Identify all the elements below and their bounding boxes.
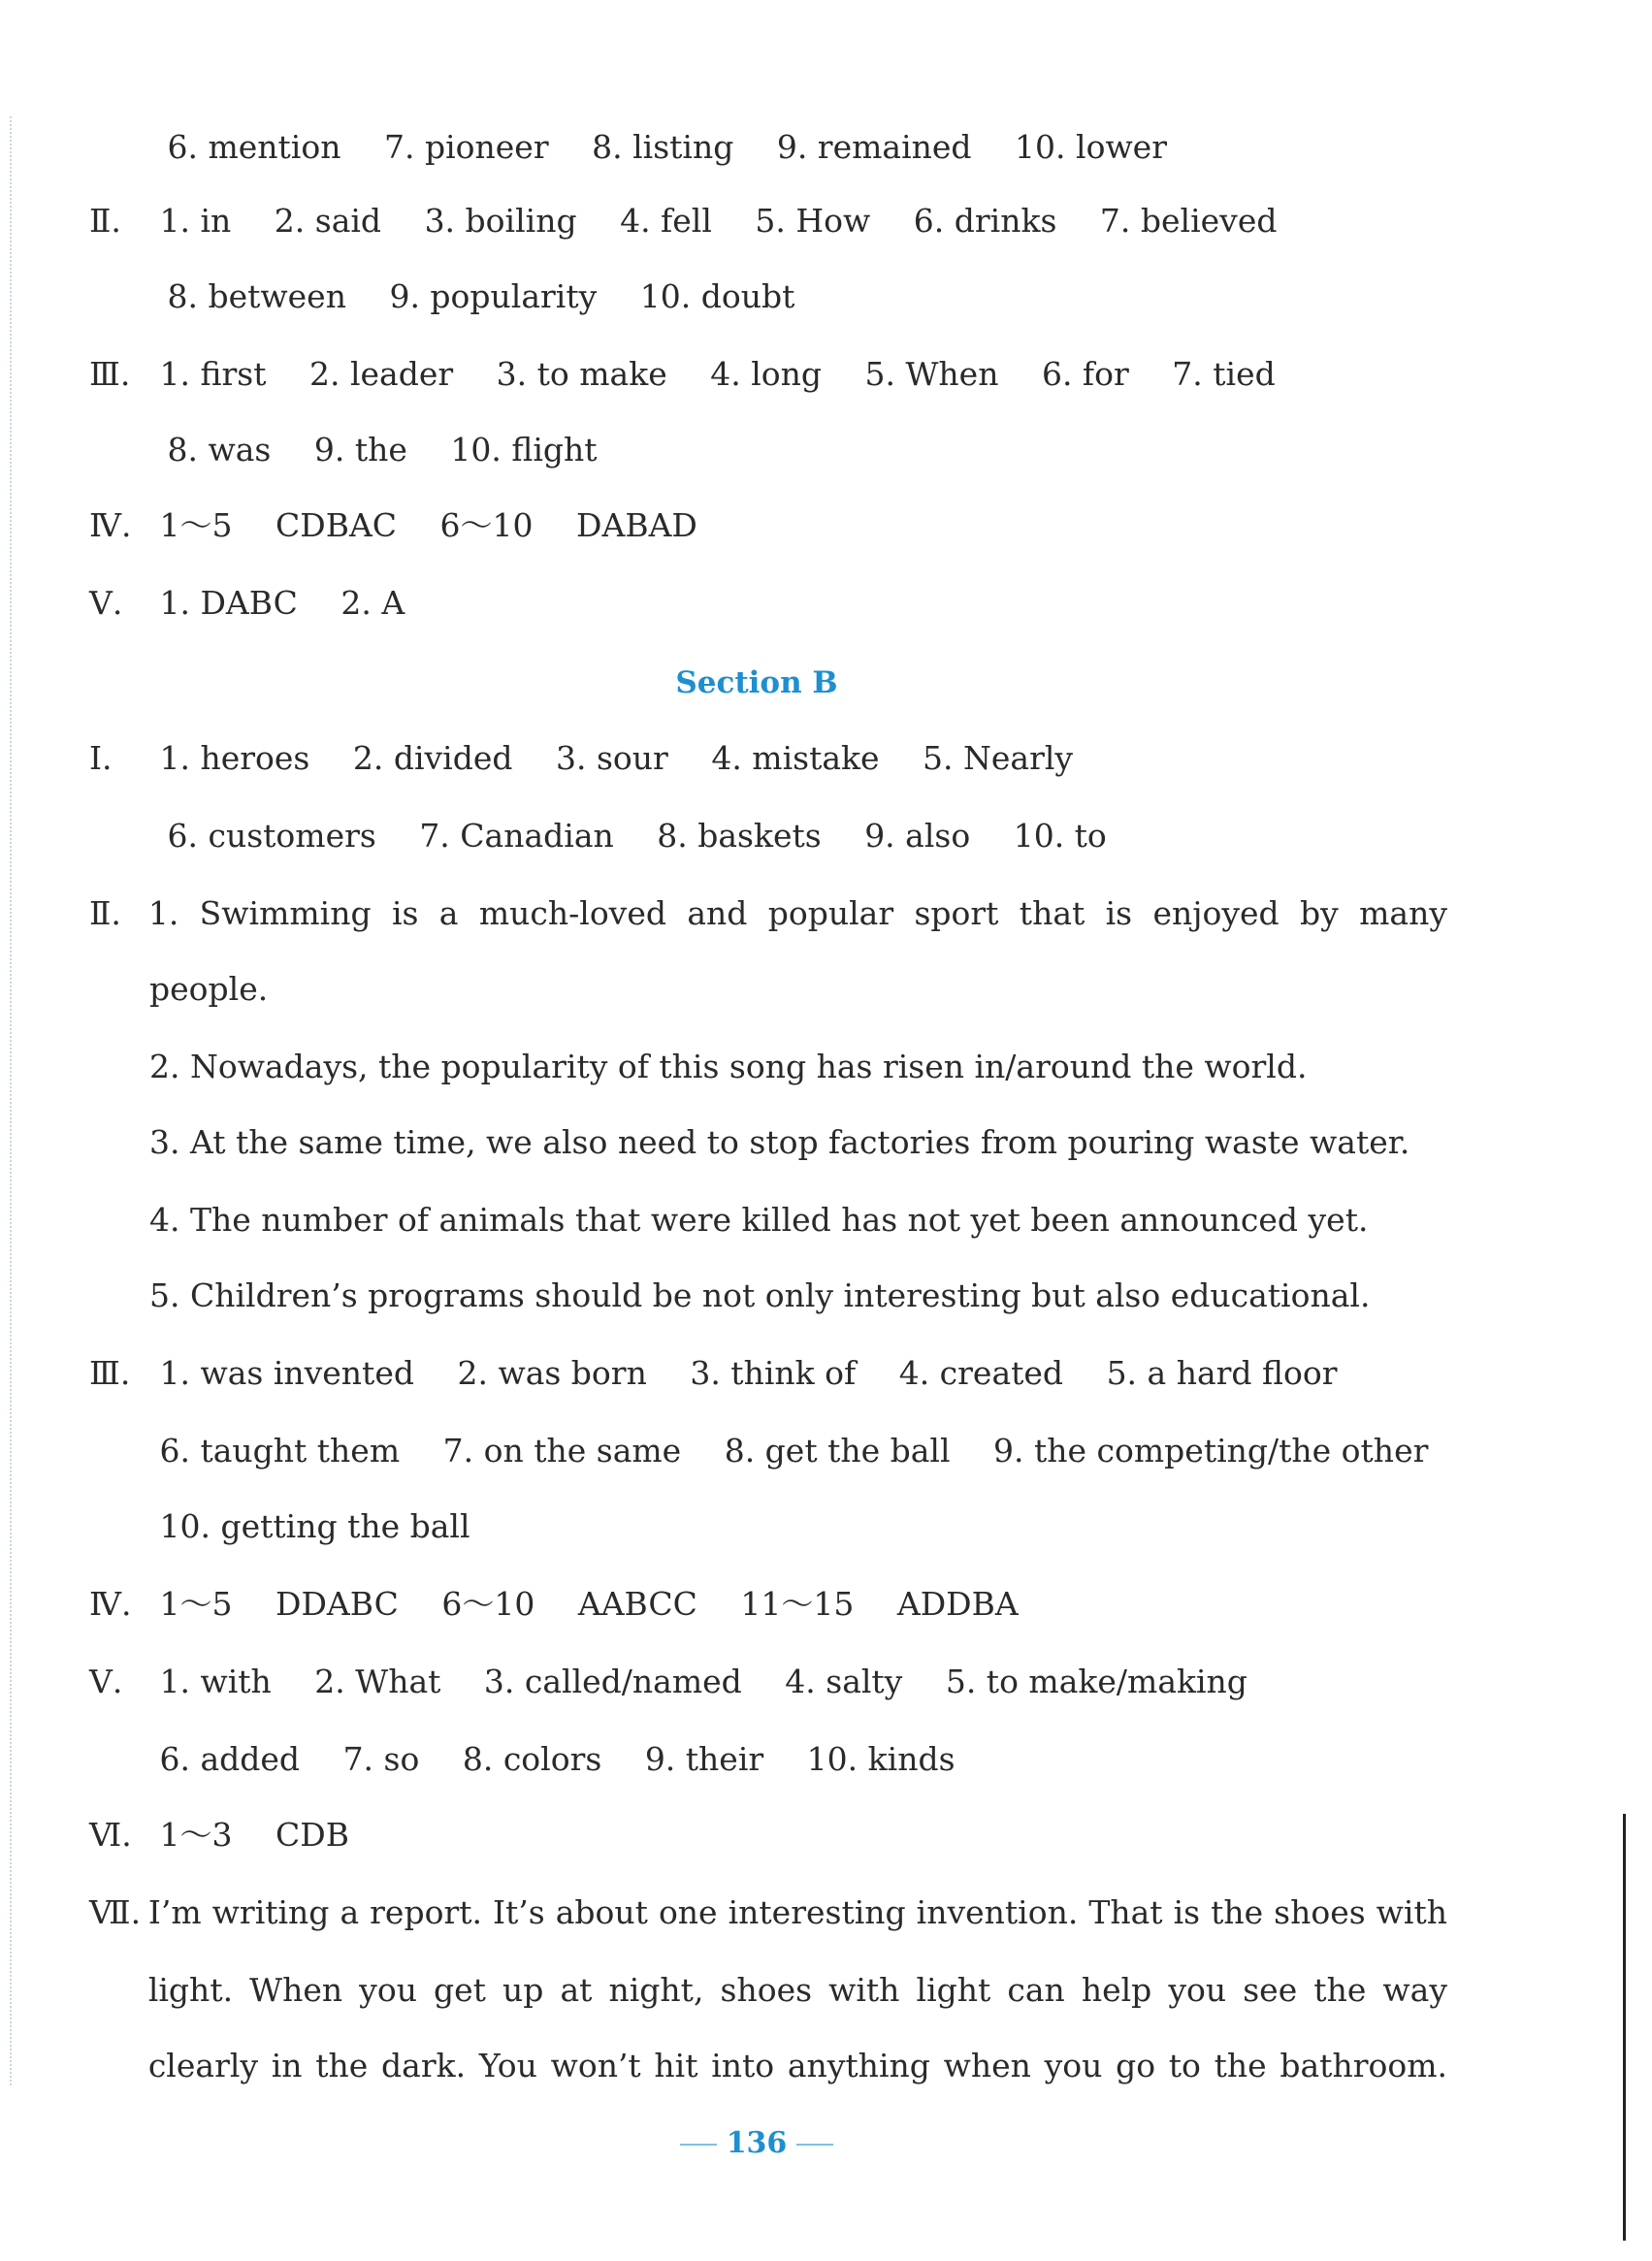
answer-item: 2. leader — [308, 355, 454, 393]
sb-ii-sentence-2 — [89, 1038, 1447, 1096]
roman-numeral-label: Ⅰ. — [89, 739, 113, 777]
answer-item: 5. a hard floor — [1106, 1354, 1338, 1392]
page-number — [0, 2124, 1513, 2163]
translation-sentence: 4. The number of animals that were killed has not yet been announced yet. — [149, 1201, 1369, 1239]
answer-item: 5. How — [755, 202, 871, 240]
answer-item: 1. DABC — [159, 584, 298, 622]
answer-item: 2. was born — [457, 1354, 647, 1392]
answer-item: 6. drinks — [913, 202, 1057, 240]
answer-item: 9. remained — [776, 128, 972, 166]
sb-i-line-1 — [89, 729, 1447, 788]
sb-ii-sentence-1a — [89, 885, 1447, 943]
answer-item: 8. baskets — [657, 817, 822, 855]
answer-item: 8. get the ball — [724, 1432, 951, 1470]
top-iii-line-2 — [89, 421, 1447, 479]
sb-ii-sentence-1b — [89, 960, 1447, 1018]
translation-sentence: 2. Nowadays, the popularity of this song has risen in/around the world. — [149, 1048, 1308, 1085]
answer-item: 6. for — [1041, 355, 1129, 393]
sb-v-line-1 — [89, 1653, 1447, 1711]
answer-item: 5. When — [864, 355, 999, 393]
answer-range: 1～3 — [159, 1816, 233, 1854]
top-v-line — [89, 574, 1447, 632]
sb-ii-sentence-3 — [89, 1114, 1447, 1172]
answer-item: 10. doubt — [639, 277, 795, 315]
answer-item: 8. between — [167, 277, 346, 315]
answer-item: 5. to make/making — [945, 1663, 1247, 1700]
left-margin-dotted-line — [10, 116, 14, 2085]
top-line-1 — [89, 118, 1447, 177]
top-ii-line-2 — [89, 268, 1447, 326]
answer-item: 10. getting the ball — [159, 1507, 470, 1545]
answer-range: 1～5 — [159, 506, 233, 544]
top-iv-line — [89, 497, 1447, 555]
answer-item: 6. taught them — [159, 1432, 401, 1470]
answer-item: 2. divided — [352, 739, 513, 777]
answer-item: 9. their — [644, 1740, 764, 1778]
answer-item: 4. created — [898, 1354, 1064, 1392]
right-edge-scan-line — [1623, 1814, 1626, 2241]
answer-item: 6. mention — [167, 128, 341, 166]
section-b-heading: Section B — [675, 665, 838, 700]
translation-sentence: 5. Children’s programs should be not only interesting but also educational. — [149, 1276, 1371, 1314]
sb-vii-line-2 — [89, 1961, 1447, 2019]
roman-numeral-label: Ⅶ. — [89, 1893, 142, 1931]
answer-item: 4. long — [710, 355, 823, 393]
top-iii-line-1 — [89, 345, 1447, 404]
roman-numeral-label: Ⅳ. — [89, 506, 132, 544]
sb-vi-line — [89, 1806, 1447, 1864]
answer-item: 1. was invented — [159, 1354, 414, 1392]
page-number-left-rule — [680, 2144, 717, 2146]
roman-numeral-label: Ⅲ. — [89, 355, 131, 393]
answer-item: 10. lower — [1015, 128, 1167, 166]
answer-range: 11～15 — [740, 1585, 855, 1623]
answer-item: 3. called/named — [483, 1663, 742, 1700]
roman-numeral-label: Ⅵ. — [89, 1816, 132, 1854]
writing-text: I’m writing a report. It’s about one interesting invention. That is the shoes with — [147, 1893, 1447, 1931]
sb-iii-line-2 — [89, 1422, 1447, 1480]
answer-item: 3. sour — [556, 739, 668, 777]
answer-item: 7. tied — [1172, 355, 1276, 393]
answer-item: 4. fell — [620, 202, 712, 240]
answer-range: 6～10 — [441, 1585, 535, 1623]
answer-item: 2. A — [340, 584, 405, 622]
answer-item: DDABC — [275, 1585, 399, 1623]
sb-i-line-2 — [89, 807, 1447, 865]
answer-item: 8. colors — [462, 1740, 602, 1778]
answer-item: 1. in — [159, 202, 232, 240]
writing-text: clearly in the dark. You won’t hit into anything when you go to the bathroom. — [147, 2047, 1447, 2084]
answer-item: 9. the competing/the other — [993, 1432, 1429, 1470]
page-number-right-rule — [796, 2144, 833, 2146]
answer-item: DABAD — [576, 506, 697, 544]
sb-iv-line — [89, 1575, 1447, 1633]
translation-sentence: people. — [149, 970, 269, 1008]
roman-numeral-label: Ⅳ. — [89, 1585, 132, 1623]
sb-ii-sentence-5 — [89, 1267, 1447, 1325]
sb-iii-line-3 — [89, 1498, 1447, 1556]
answer-item: 8. was — [167, 431, 272, 468]
answer-item: 9. popularity — [389, 277, 598, 315]
answer-range: 6～10 — [439, 506, 534, 544]
answer-range: 1～5 — [159, 1585, 233, 1623]
roman-numeral-label: Ⅱ. — [89, 202, 121, 240]
answer-item: 7. Canadian — [419, 817, 614, 855]
answer-item: 7. so — [342, 1740, 420, 1778]
answer-item: 2. said — [274, 202, 382, 240]
answer-item: 7. believed — [1099, 202, 1278, 240]
translation-sentence: 1. Swimming is a much-loved and popular sport that is enjoyed by many — [147, 894, 1447, 932]
answer-item: 5. Nearly — [923, 739, 1074, 777]
answer-item: 1. first — [159, 355, 267, 393]
roman-numeral-label: Ⅲ. — [89, 1354, 131, 1392]
answer-item: 3. to make — [496, 355, 667, 393]
sb-v-line-2 — [89, 1730, 1447, 1789]
answer-item: 8. listing — [592, 128, 734, 166]
answer-item: 7. on the same — [442, 1432, 682, 1470]
answer-item: 10. kinds — [806, 1740, 956, 1778]
answer-item: 6. customers — [167, 817, 376, 855]
page-number-text: 136 — [726, 2126, 788, 2160]
answer-item: 10. to — [1013, 817, 1107, 855]
answer-item: 1. with — [159, 1663, 272, 1700]
answer-item: 9. also — [864, 817, 971, 855]
answer-item: ADDBA — [896, 1585, 1019, 1623]
answer-item: 10. flight — [450, 431, 598, 468]
answer-item: 6. added — [159, 1740, 301, 1778]
roman-numeral-label: Ⅴ. — [89, 584, 123, 622]
answer-item: CDB — [275, 1816, 349, 1854]
roman-numeral-label: Ⅴ. — [89, 1663, 123, 1700]
sb-ii-sentence-4 — [89, 1191, 1447, 1249]
answer-item: 4. mistake — [711, 739, 880, 777]
answer-item: 3. think of — [690, 1354, 857, 1392]
sb-vii-line-1 — [89, 1884, 1447, 1942]
answer-item: 3. boiling — [424, 202, 577, 240]
answer-item: 7. pioneer — [384, 128, 549, 166]
translation-sentence: 3. At the same time, we also need to stop factories from pouring waste water. — [149, 1123, 1410, 1161]
sb-vii-line-3 — [89, 2037, 1447, 2095]
answer-item: 1. heroes — [159, 739, 310, 777]
answer-item: AABCC — [577, 1585, 697, 1623]
top-ii-line-1 — [89, 192, 1447, 250]
answer-item: CDBAC — [275, 506, 398, 544]
roman-numeral-label: Ⅱ. — [89, 894, 121, 932]
sb-iii-line-1 — [89, 1344, 1447, 1403]
answer-item: 4. salty — [785, 1663, 903, 1700]
writing-text: light. When you get up at night, shoes with light can help you see the way — [147, 1971, 1447, 2009]
answer-item: 9. the — [313, 431, 407, 468]
answer-item: 2. What — [314, 1663, 441, 1700]
